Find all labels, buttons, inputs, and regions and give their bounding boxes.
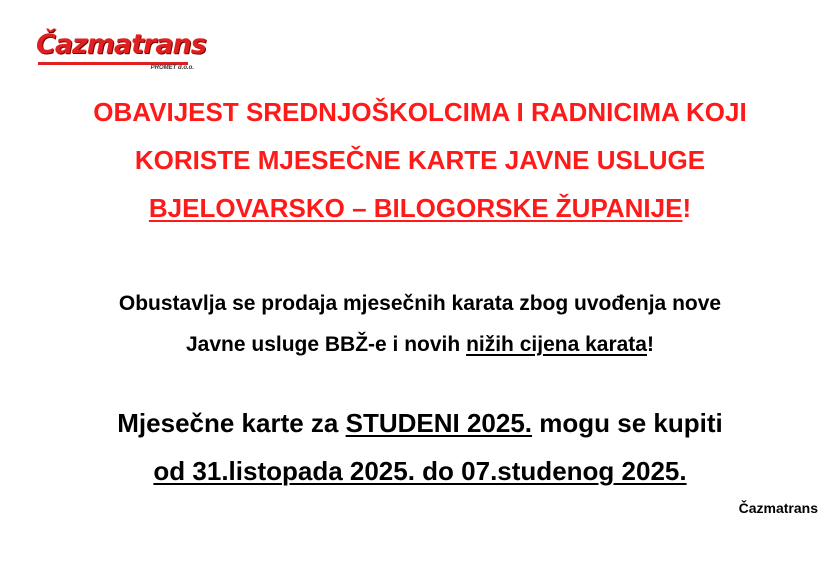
headline-line-1: OBAVIJEST SREDNJOŠKOLCIMA I RADNICIMA KOJI bbox=[93, 97, 747, 127]
headline-line-3 bbox=[20, 184, 820, 232]
dates-line-2 bbox=[20, 447, 820, 495]
logo-subtitle: PROMET d.o.o. bbox=[150, 65, 194, 71]
headline-exclamation: ! bbox=[682, 193, 692, 223]
dates-range: od 31.listopada 2025. do 07.studenog 2025. bbox=[153, 456, 687, 486]
signature: Čazmatrans bbox=[738, 500, 818, 516]
headline-county-name: BJELOVARSKO – BILOGORSKE ŽUPANIJE bbox=[148, 193, 683, 223]
purchase-dates bbox=[20, 399, 820, 495]
logo-wordmark: Čazmatrans bbox=[36, 29, 206, 60]
notice-headline bbox=[20, 88, 820, 232]
notice-line-1: Obustavlja se prodaja mjesečnih karata zbog uvođenja nove bbox=[118, 292, 722, 315]
dates-month: STUDENI 2025. bbox=[345, 408, 533, 438]
dates-line-1 bbox=[20, 399, 820, 447]
dates-suffix: mogu se kupiti bbox=[532, 408, 723, 438]
notice-line-2-prefix: Javne usluge BBŽ-e i novih bbox=[186, 333, 467, 356]
notice-exclamation: ! bbox=[646, 333, 654, 356]
notice-line-2 bbox=[20, 324, 820, 365]
sale-suspension-notice bbox=[20, 283, 820, 365]
notice-lower-prices: nižih cijena karata bbox=[466, 333, 647, 356]
dates-prefix: Mjesečne karte za bbox=[117, 408, 346, 438]
headline-line-2: KORISTE MJESEČNE KARTE JAVNE USLUGE bbox=[134, 145, 706, 175]
company-logo bbox=[36, 28, 206, 76]
